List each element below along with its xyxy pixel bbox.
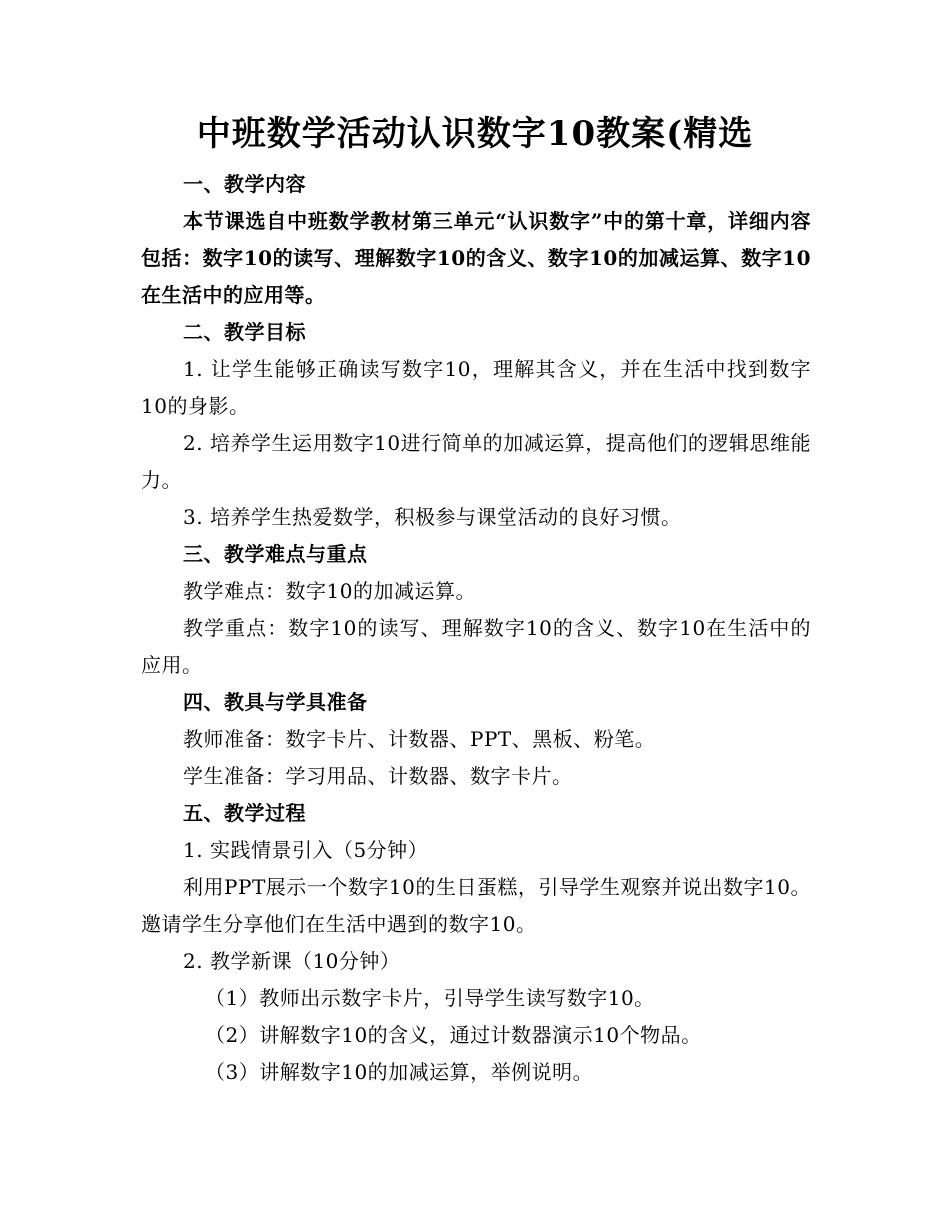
paragraph-substep-2: （2）讲解数字10的含义，通过计数器演示10个物品。 [205, 1023, 702, 1047]
section-heading-content: 一、教学内容 [183, 172, 306, 196]
paragraph-goal-3: 3. 培养学生热爱数学，积极参与课堂活动的良好习惯。 [183, 505, 682, 529]
document-body [141, 166, 811, 1091]
paragraph-goal-1: 1. 让学生能够正确读写数字10，理解其含义，并在生活中找到数字10的身影。 [141, 357, 811, 418]
paragraph-process-step-2: 2. 教学新课（10分钟） [183, 949, 401, 973]
section-heading-materials: 四、教具与学具准备 [183, 690, 368, 714]
paragraph-process-step-1-desc: 利用PPT展示一个数字10的生日蛋糕，引导学生观察并说出数字10。邀请学生分享他们在生活中遇到的数字10。 [141, 875, 811, 936]
section-heading-goals: 二、教学目标 [183, 320, 306, 344]
paragraph-difficulty: 教学难点：数字10的加减运算。 [183, 579, 476, 603]
paragraph-substep-3: （3）讲解数字10的加减运算，举例说明。 [205, 1060, 594, 1084]
paragraph-substep-1: （1）教师出示数字卡片，引导学生读写数字10。 [205, 986, 655, 1010]
paragraph-goal-2: 2. 培养学生运用数字10进行简单的加减运算，提高他们的逻辑思维能力。 [141, 431, 811, 492]
paragraph-teacher-materials: 教师准备：数字卡片、计数器、PPT、黑板、粉笔。 [183, 727, 656, 751]
document-title: 中班数学活动认识数字10教案(精选 [196, 114, 754, 154]
section-heading-difficulties: 三、教学难点与重点 [183, 542, 368, 566]
paragraph-content-desc: 本节课选自中班数学教材第三单元“认识数字”中的第十章，详细内容包括：数字10的读写、理解数字10的含义、数字10的加减运算、数字10在生活中的应用等。 [141, 209, 811, 307]
paragraph-student-materials: 学生准备：学习用品、计数器、数字卡片。 [183, 764, 573, 788]
paragraph-key-points: 教学重点：数字10的读写、理解数字10的含义、数字10在生活中的应用。 [141, 616, 811, 677]
section-heading-process: 五、教学过程 [183, 801, 306, 825]
paragraph-process-step-1: 1. 实践情景引入（5分钟） [183, 838, 429, 862]
